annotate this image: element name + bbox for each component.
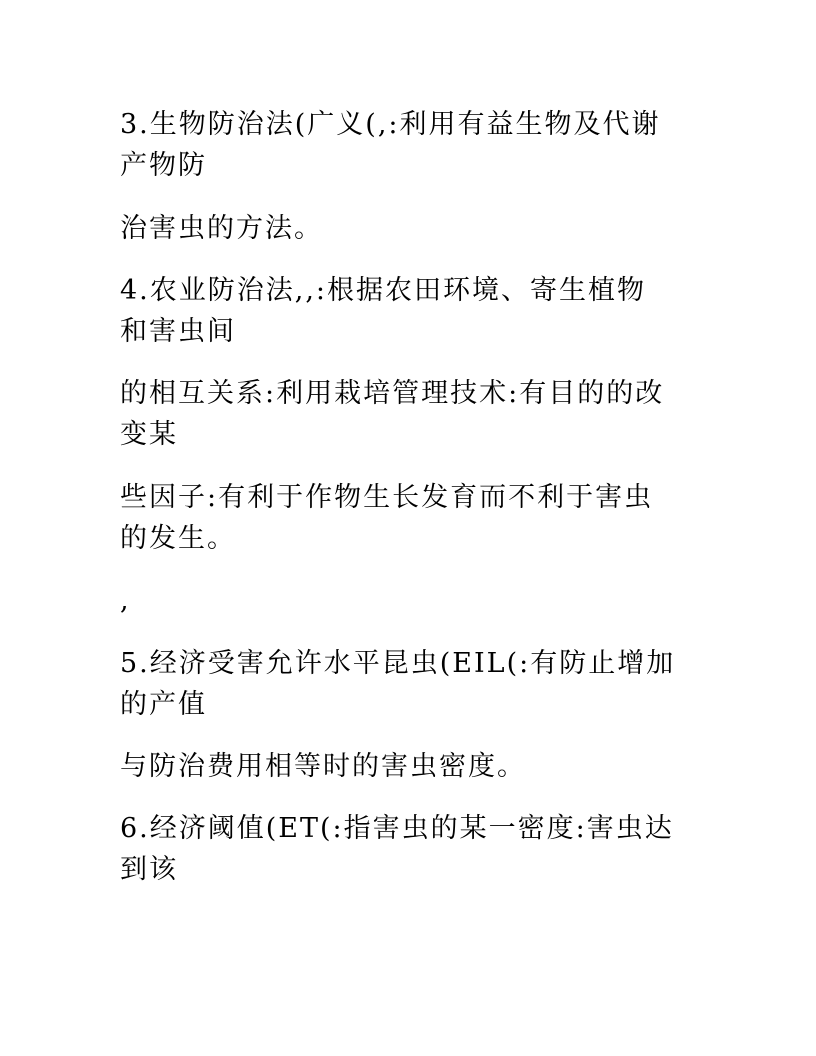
text-line: 与防治费用相等时的害虫密度。 — [120, 751, 526, 782]
paragraph-agricultural-control — [120, 270, 700, 352]
text-line: 产物防 — [120, 150, 207, 181]
paragraph-economic-threshold — [120, 808, 700, 890]
text-line: 4.农业防治法,,:根据农田环境、寄生植物 — [120, 275, 647, 306]
text-line: 的发生。 — [120, 523, 236, 554]
text-line: 变某 — [120, 419, 178, 450]
text-line: 和害虫间 — [120, 316, 236, 347]
text-line: 到该 — [120, 854, 178, 885]
text-line: 的相互关系:利用栽培管理技术:有目的的改 — [120, 378, 665, 409]
paragraph-biological-control — [120, 104, 700, 186]
paragraph-economic-injury-level — [120, 643, 700, 725]
paragraph-agricultural-control-cont — [120, 373, 700, 455]
text-line: 治害虫的方法。 — [120, 213, 323, 244]
paragraph-agricultural-control-end — [120, 477, 700, 559]
paragraph-economic-injury-level-cont — [120, 746, 700, 787]
paragraph-stray-comma — [120, 580, 700, 621]
paragraph-biological-control-cont — [120, 208, 700, 249]
text-line: 5.经济受害允许水平昆虫(EIL(:有防止增加 — [120, 648, 676, 679]
text-line: 3.生物防治法(广义(,:利用有益生物及代谢 — [120, 109, 661, 140]
text-line: 6.经济阈值(ET(:指害虫的某一密度:害虫达 — [120, 813, 674, 844]
text-line: , — [120, 585, 131, 616]
text-line: 的产值 — [120, 689, 207, 720]
text-line: 些因子:有利于作物生长发育而不利于害虫 — [120, 482, 654, 513]
